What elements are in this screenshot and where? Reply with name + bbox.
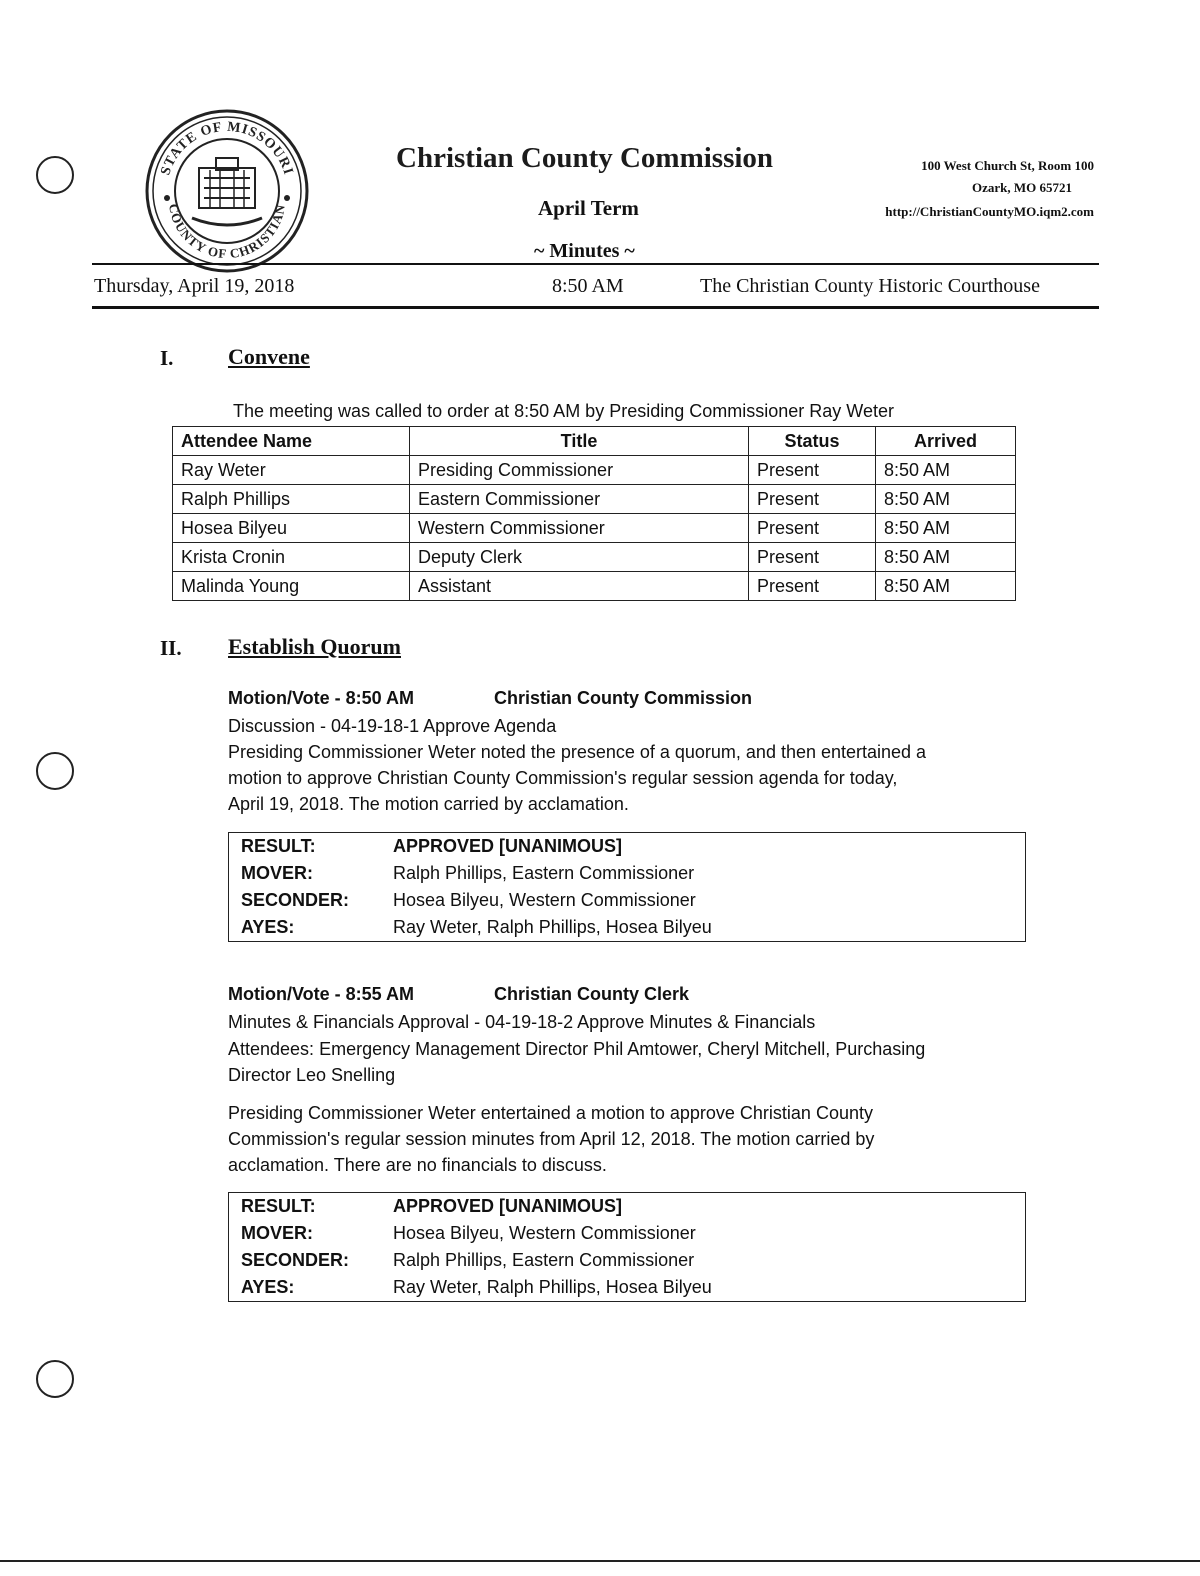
attendee-status: Present	[749, 485, 876, 514]
result-value: APPROVED [UNANIMOUS]	[393, 1196, 623, 1216]
motion-label: Motion/Vote - 8:55 AM	[228, 984, 414, 1004]
table-row	[173, 485, 1016, 514]
table-row	[173, 572, 1016, 601]
attendee-status: Present	[749, 514, 876, 543]
attendee-table	[172, 426, 1016, 601]
vote-result-box	[228, 832, 1026, 942]
mover-value: Ralph Phillips, Eastern Commissioner	[393, 863, 695, 883]
result-row	[229, 1193, 1025, 1220]
meeting-location: The Christian County Historic Courthouse	[700, 275, 1040, 297]
page-bottom-edge	[0, 1560, 1200, 1562]
attendee-title: Assistant	[410, 572, 749, 601]
table-header-row	[173, 427, 1016, 456]
address-line-1: 100 West Church St, Room 100	[921, 158, 1094, 173]
attendee-status: Present	[749, 572, 876, 601]
motion-body: Christian County Clerk	[494, 984, 690, 1004]
punch-hole	[36, 1360, 74, 1398]
header-rule-bottom	[92, 306, 1099, 309]
table-row	[173, 514, 1016, 543]
seconder-value: Ralph Phillips, Eastern Commissioner	[393, 1250, 695, 1270]
motion-text-line: Commission's regular session minutes from April 12, 2018. The motion carried by	[228, 1129, 875, 1149]
motion-text-line: Presiding Commissioner Weter entertained a motion to approve Christian County	[228, 1103, 873, 1123]
punch-hole	[36, 156, 74, 194]
result-row	[229, 833, 1025, 860]
attendee-name: Ralph Phillips	[173, 485, 410, 514]
attendee-status: Present	[749, 456, 876, 485]
attendee-title: Presiding Commissioner	[410, 456, 749, 485]
result-label: RESULT:	[241, 836, 316, 856]
motion-text-line: Presiding Commissioner Weter noted the presence of a quorum, and then entertained a	[228, 742, 927, 762]
motion-label: Motion/Vote - 8:50 AM	[228, 688, 414, 708]
motion-body: Christian County Commission	[494, 688, 753, 708]
motion-attendees-line: Director Leo Snelling	[228, 1065, 396, 1085]
org-title: Christian County Commission	[396, 142, 774, 174]
attendee-title: Deputy Clerk	[410, 543, 749, 572]
mover-label: MOVER:	[241, 1223, 313, 1243]
result-value: APPROVED [UNANIMOUS]	[393, 836, 623, 856]
attendee-arrived: 8:50 AM	[876, 485, 1016, 514]
seconder-value: Hosea Bilyeu, Western Commissioner	[393, 890, 696, 910]
seal-text-bottom: COUNTY OF CHRISTIAN	[165, 202, 289, 262]
seconder-row	[229, 887, 1025, 914]
vote-result-box	[228, 1192, 1026, 1302]
ayes-label: AYES:	[241, 917, 295, 937]
address-line-2: Ozark, MO 65721	[971, 180, 1072, 195]
seal-text-top: STATE OF MISSOURI	[158, 119, 296, 178]
seconder-label: SECONDER:	[241, 890, 350, 910]
attendee-name: Ray Weter	[173, 456, 410, 485]
motion-subject: Discussion - 04-19-18-1 Approve Agenda	[228, 716, 557, 736]
attendee-arrived: 8:50 AM	[876, 514, 1016, 543]
attendee-title: Western Commissioner	[410, 514, 749, 543]
mover-value: Hosea Bilyeu, Western Commissioner	[393, 1223, 696, 1243]
motion-text-line: acclamation. There are no financials to discuss.	[228, 1155, 607, 1175]
motion-subject: Minutes & Financials Approval - 04-19-18-2 Approve Minutes & Financials	[228, 1012, 816, 1032]
section-title: Convene	[228, 344, 310, 369]
website-link[interactable]: http://ChristianCountyMO.iqm2.com	[885, 204, 1094, 219]
mover-label: MOVER:	[241, 863, 313, 883]
mover-row	[229, 860, 1025, 887]
seconder-row	[229, 1247, 1025, 1274]
attendee-arrived: 8:50 AM	[876, 456, 1016, 485]
result-label: RESULT:	[241, 1196, 316, 1216]
seconder-label: SECONDER:	[241, 1250, 350, 1270]
mover-row	[229, 1220, 1025, 1247]
attendee-title: Eastern Commissioner	[410, 485, 749, 514]
attendee-arrived: 8:50 AM	[876, 543, 1016, 572]
column-header: Arrived	[876, 427, 1016, 456]
ayes-row	[229, 914, 1025, 941]
meeting-date: Thursday, April 19, 2018	[94, 275, 295, 297]
punch-hole	[36, 752, 74, 790]
header-rule-top	[92, 263, 1099, 265]
column-header: Title	[410, 427, 749, 456]
attendee-name: Malinda Young	[173, 572, 410, 601]
attendee-arrived: 8:50 AM	[876, 572, 1016, 601]
attendee-status: Present	[749, 543, 876, 572]
ayes-value: Ray Weter, Ralph Phillips, Hosea Bilyeu	[393, 1277, 712, 1297]
meeting-time: 8:50 AM	[552, 275, 624, 297]
section-number: I.	[160, 346, 174, 370]
attendee-name: Krista Cronin	[173, 543, 410, 572]
county-seal-logo	[144, 108, 310, 274]
motion-text-line: April 19, 2018. The motion carried by acclamation.	[228, 794, 629, 814]
table-row	[173, 456, 1016, 485]
document-type: ~ Minutes ~	[534, 240, 635, 262]
table-row	[173, 543, 1016, 572]
term-label: April Term	[538, 196, 639, 220]
ayes-row	[229, 1274, 1025, 1301]
column-header: Status	[749, 427, 876, 456]
ayes-label: AYES:	[241, 1277, 295, 1297]
section-title: Establish Quorum	[228, 634, 401, 659]
attendee-name: Hosea Bilyeu	[173, 514, 410, 543]
column-header: Attendee Name	[173, 427, 410, 456]
ayes-value: Ray Weter, Ralph Phillips, Hosea Bilyeu	[393, 917, 712, 937]
svg-text:COUNTY OF CHRISTIAN	[166, 203, 288, 262]
convene-intro: The meeting was called to order at 8:50 AM by Presiding Commissioner Ray Weter	[233, 401, 894, 421]
motion-attendees-line: Attendees: Emergency Management Director Phil Amtower, Cheryl Mitchell, Purchasing	[228, 1039, 926, 1059]
section-number: II.	[160, 636, 182, 660]
motion-text-line: motion to approve Christian County Commission's regular session agenda for today,	[228, 768, 898, 788]
